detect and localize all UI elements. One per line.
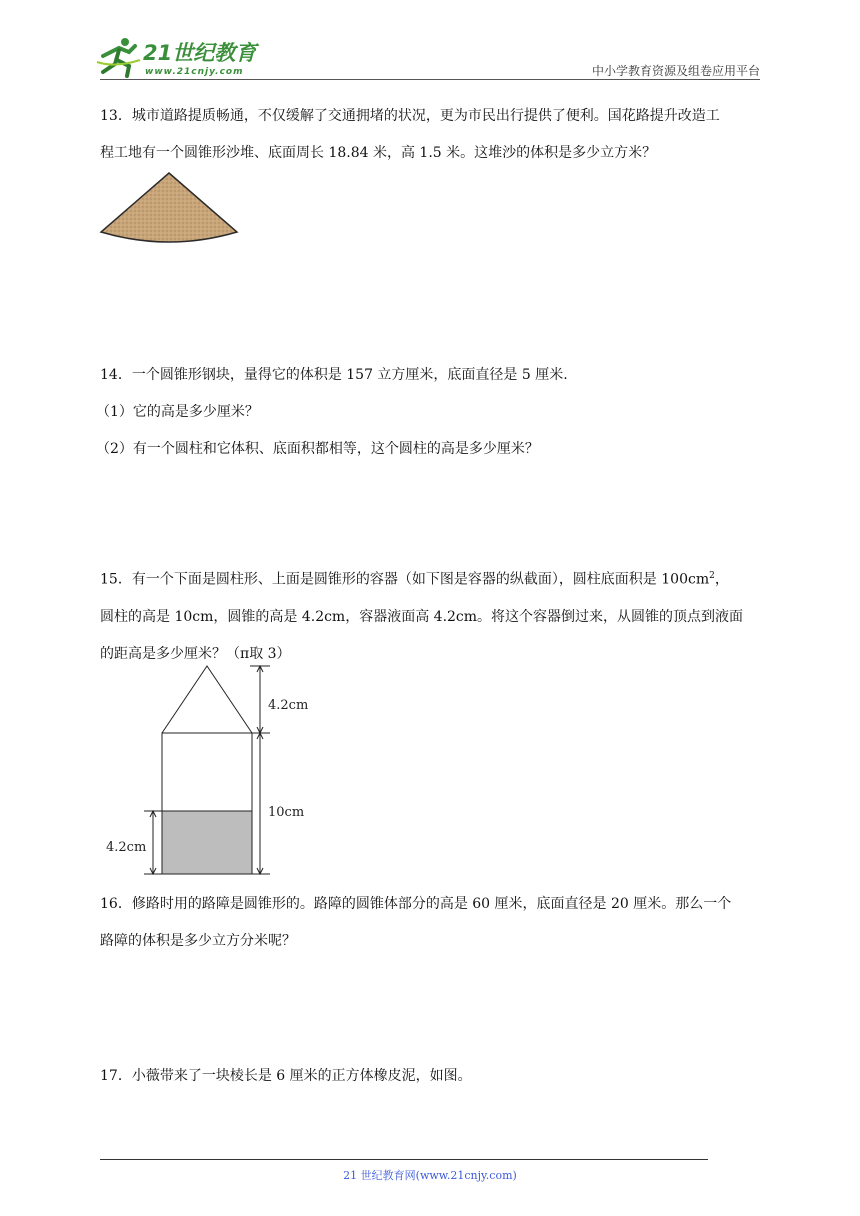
q14-sub-1: （1）它的高是多少厘米？	[96, 404, 259, 420]
logo-text: 21世纪教育	[143, 41, 257, 65]
q16-line-1: 16．修路时用的路障是圆锥形的。路障的圆锥体部分的高是 60 厘米，底面直径是 20 厘米。那么一个	[100, 896, 732, 912]
q14-line-1: 14．一个圆锥形钢块，量得它的体积是 157 立方厘米，底面直径是 5 厘米.	[100, 367, 568, 383]
question-15	[100, 558, 765, 673]
question-13	[100, 98, 765, 172]
sand-pile-shape	[101, 173, 237, 242]
q15-line-2: 圆柱的高是 10cm，圆锥的高是 4.2cm，容器液面高 4.2cm。将这个容器倒过来，从圆锥的顶点到液面	[100, 608, 744, 625]
cylinder-height-label: 10cm	[268, 805, 305, 820]
cone-height-label: 4.2cm	[268, 698, 309, 713]
question-14	[96, 357, 765, 468]
q13-line-2: 程工地有一个圆锥形沙堆、底面周长 18.84 米，高 1.5 米。这堆沙的体积是多少立方米？	[100, 145, 657, 161]
liquid-region	[162, 811, 252, 874]
cylinder-height-dimension	[250, 733, 270, 874]
liquid-height-label: 4.2cm	[106, 840, 147, 855]
q15-line-3: 的距高是多少厘米？（π取 3）	[100, 645, 291, 662]
q14-sub-2: （2）有一个圆柱和它体积、底面积都相等，这个圆柱的高是多少厘米？	[96, 441, 539, 457]
runner-icon	[97, 38, 140, 76]
q16-line-2: 路障的体积是多少立方分米呢？	[100, 933, 296, 949]
q17-line-1: 17．小薇带来了一块棱长是 6 厘米的正方体橡皮泥，如图。	[100, 1068, 472, 1084]
q13-line-1: 13．城市道路提质畅通，不仅缓解了交通拥堵的状况，更为市民出行提供了便利。国花路提升改造工	[100, 108, 720, 124]
liquid-height-dimension	[144, 811, 162, 874]
question-16	[100, 886, 765, 960]
header-platform-text: 中小学教育资源及组卷应用平台	[591, 64, 760, 78]
q15-line-1: 15．有一个下面是圆柱形、上面是圆锥形的容器（如下图是容器的纵截面），圆柱底面积是 $100cm^2$，	[100, 571, 729, 588]
container-diagram	[100, 660, 340, 882]
header-divider	[100, 79, 760, 80]
logo-url-text: www.21cnjy.com	[145, 67, 244, 77]
footer-link[interactable]: 21 世纪教育网(www.21cnjy.com)	[343, 1169, 517, 1182]
sand-cone-figure	[98, 170, 240, 248]
cone-outline	[162, 666, 252, 733]
footer-divider	[100, 1159, 708, 1160]
site-logo	[95, 34, 265, 78]
cone-height-dimension	[250, 666, 270, 733]
question-17	[100, 1058, 765, 1095]
